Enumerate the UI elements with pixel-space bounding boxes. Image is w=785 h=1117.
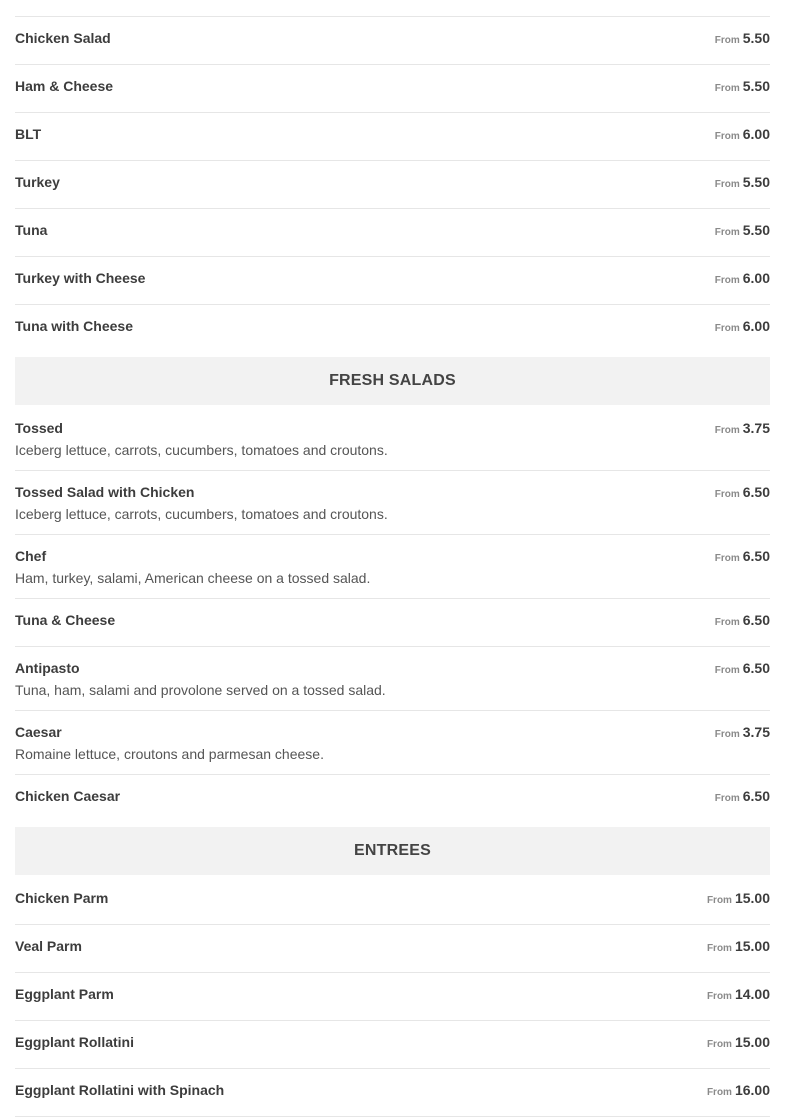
menu-item-name: Tuna with Cheese [15, 318, 133, 334]
menu-item-name: BLT [15, 126, 42, 142]
menu-item-price: 6.50 [742, 548, 770, 564]
menu-item[interactable] [15, 65, 770, 113]
menu-item-row [15, 126, 770, 142]
menu-item-price: 16.00 [734, 1082, 770, 1098]
price-from-label: From [706, 1039, 732, 1050]
menu-item-price: 5.50 [742, 174, 770, 190]
menu-item-price: 15.00 [734, 890, 770, 906]
menu-item-name: Eggplant Rollatini with Spinach [15, 1082, 225, 1098]
menu-item-row [15, 174, 770, 190]
menu-item-row [15, 724, 770, 740]
price-from-label: From [706, 1087, 732, 1098]
menu-item-row [15, 484, 770, 500]
menu-item-price-group [715, 222, 770, 241]
menu-item-row [15, 890, 770, 906]
menu-item-name: Chicken Parm [15, 890, 109, 906]
menu-item[interactable] [15, 161, 770, 209]
menu-item-price: 3.75 [742, 420, 770, 436]
menu-item-row [15, 660, 770, 676]
menu-item-price: 14.00 [734, 986, 770, 1002]
menu-item-price: 6.00 [742, 318, 770, 334]
menu-item[interactable] [15, 775, 770, 823]
menu-item-name: Chicken Salad [15, 30, 111, 46]
menu-item-price: 3.75 [742, 724, 770, 740]
menu-body [15, 17, 770, 1117]
price-from-label: From [714, 665, 740, 676]
menu-item-name: Tuna [15, 222, 48, 238]
menu-item-name: Chicken Caesar [15, 788, 121, 804]
menu-item-price-group [707, 1082, 770, 1101]
section-header-fresh-salads: FRESH SALADS [15, 357, 770, 405]
menu-item-row [15, 318, 770, 334]
menu-item-row [15, 938, 770, 954]
menu-item[interactable] [15, 17, 770, 65]
menu-item-price-group [707, 986, 770, 1005]
menu-item-name: Turkey [15, 174, 60, 190]
menu-item[interactable] [15, 711, 770, 775]
menu-item-name: Tossed Salad with Chicken [15, 484, 195, 500]
menu-item-price: 6.50 [742, 612, 770, 628]
menu-item-price-group [715, 612, 770, 631]
price-from-label: From [714, 617, 740, 628]
menu-item-price-group [715, 484, 770, 503]
menu-item-price-group [707, 890, 770, 909]
menu-item-price-group [707, 1034, 770, 1053]
menu-item-price-group [715, 318, 770, 337]
menu-item-price: 6.50 [742, 484, 770, 500]
menu-item[interactable] [15, 1021, 770, 1069]
menu-item[interactable] [15, 209, 770, 257]
menu-item-row [15, 420, 770, 436]
menu-item-price: 6.50 [742, 660, 770, 676]
menu-item-name: Antipasto [15, 660, 80, 676]
menu-item-row [15, 788, 770, 804]
menu-item-price: 6.00 [742, 270, 770, 286]
price-from-label: From [706, 991, 732, 1002]
menu-item-price-group [715, 788, 770, 807]
menu-item[interactable] [15, 877, 770, 925]
price-from-label: From [714, 425, 740, 436]
menu-item[interactable] [15, 1069, 770, 1117]
menu-item-name: Chef [15, 548, 47, 564]
menu-item-price: 5.50 [742, 222, 770, 238]
menu-item-name: Ham & Cheese [15, 78, 114, 94]
menu-item-name: Eggplant Rollatini [15, 1034, 134, 1050]
menu-item-price-group [715, 660, 770, 679]
menu-item-name: Tossed [15, 420, 63, 436]
menu-item[interactable] [15, 647, 770, 711]
menu-item-price-group [715, 174, 770, 193]
menu-item[interactable] [15, 471, 770, 535]
menu-item[interactable] [15, 407, 770, 471]
menu-item-name: Eggplant Parm [15, 986, 114, 1002]
menu-item[interactable] [15, 257, 770, 305]
menu-item-row [15, 78, 770, 94]
price-from-label: From [714, 131, 740, 142]
price-from-label: From [714, 83, 740, 94]
menu-item[interactable] [15, 925, 770, 973]
menu-item-row [15, 548, 770, 564]
menu-item-price: 15.00 [734, 1034, 770, 1050]
price-from-label: From [706, 895, 732, 906]
menu-item-name: Caesar [15, 724, 62, 740]
menu-item-description: Iceberg lettuce, carrots, cucumbers, tomatoes and croutons. [15, 442, 388, 458]
menu-item-price-group [715, 548, 770, 567]
menu-item-name: Tuna & Cheese [15, 612, 116, 628]
menu-item-price-group [715, 420, 770, 439]
menu-item-price: 15.00 [734, 938, 770, 954]
price-from-label: From [714, 793, 740, 804]
menu-item-row [15, 270, 770, 286]
menu-item-row [15, 1034, 770, 1050]
top-divider [15, 0, 770, 17]
price-from-label: From [714, 323, 740, 334]
menu-item-name: Turkey with Cheese [15, 270, 146, 286]
menu-item-price-group [715, 30, 770, 49]
menu-item[interactable] [15, 973, 770, 1021]
menu-item-price: 5.50 [742, 30, 770, 46]
price-from-label: From [714, 489, 740, 500]
menu-item[interactable] [15, 535, 770, 599]
menu-item-row [15, 612, 770, 628]
menu-item-description: Romaine lettuce, croutons and parmesan cheese. [15, 746, 324, 762]
menu-item[interactable] [15, 599, 770, 647]
menu-item[interactable] [15, 305, 770, 353]
menu-item-description: Ham, turkey, salami, American cheese on a tossed salad. [15, 570, 371, 586]
menu-item-price-group [715, 126, 770, 145]
menu-item-price: 5.50 [742, 78, 770, 94]
menu-item[interactable] [15, 113, 770, 161]
menu-item-price: 6.50 [742, 788, 770, 804]
menu-item-name: Veal Parm [15, 938, 82, 954]
price-from-label: From [714, 179, 740, 190]
price-from-label: From [714, 227, 740, 238]
menu-item-price-group [715, 270, 770, 289]
menu-item-row [15, 222, 770, 238]
price-from-label: From [714, 729, 740, 740]
menu-item-price: 6.00 [742, 126, 770, 142]
section-header-entrees: ENTREES [15, 827, 770, 875]
price-from-label: From [714, 35, 740, 46]
menu-item-price-group [715, 78, 770, 97]
price-from-label: From [706, 943, 732, 954]
menu-item-description: Iceberg lettuce, carrots, cucumbers, tomatoes and croutons. [15, 506, 388, 522]
menu-item-row [15, 986, 770, 1002]
menu-item-row [15, 30, 770, 46]
menu-item-price-group [715, 724, 770, 743]
menu-item-price-group [707, 938, 770, 957]
price-from-label: From [714, 275, 740, 286]
price-from-label: From [714, 553, 740, 564]
menu-item-description: Tuna, ham, salami and provolone served on a tossed salad. [15, 682, 386, 698]
